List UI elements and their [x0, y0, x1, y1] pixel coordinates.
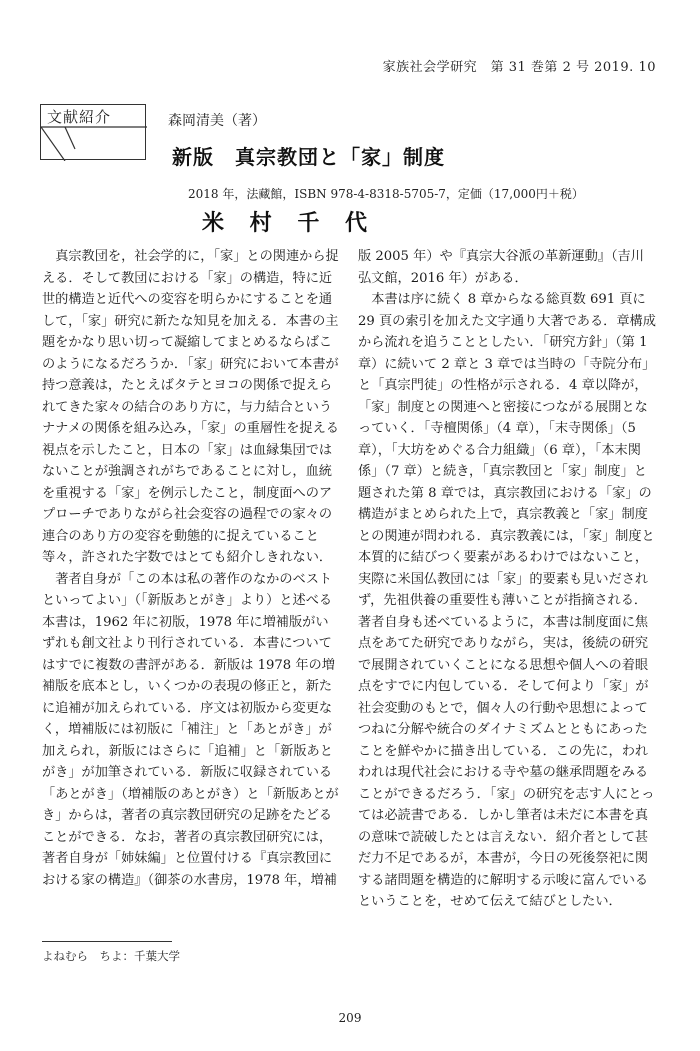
publication-info: 2018 年，法藏館，ISBN 978-4-8318-5705-7，定価（17,000円＋税） [188, 187, 584, 201]
section-tag-label: 文献紹介 [47, 108, 112, 126]
body-paragraph: 著者自身が「この本は私の著作のなかのベストといってよい」（「新版あとがき」より）と述べる本書は，1962 年に初版，1978 年に増補版がいずれも創文社より刊行されている．本書についてはすでに複数の書評がある．新版は 1978 年の増補版を底本とし，いくつかの表現の修正と，新たに追補が加えられている．序文は初版から変更なく，増補版には初版に「補注」と「あとがき」が加えられ，新版にはさらに「追補」と「新版あとがき」が加筆されている．新版に収録されている「あとがき」（増補版のあとがき）と「新版あとがき」からは，著者の真宗教団研究の足跡をたどることができる．なお，著者の真宗教団研究には，著者自身が「姉妹編」と位置付ける『真宗教団における家の構造』（御茶の水書房，1978 年，増補 [42, 571, 339, 888]
footnote-affiliation: よねむら ちよ：千葉大学 [42, 949, 180, 963]
body-column-left [42, 246, 340, 891]
page-number: 209 [338, 1011, 362, 1025]
footnote-rule [42, 941, 172, 942]
body-column-right [358, 246, 656, 913]
reviewer-name: 米 村 千 代 [202, 210, 376, 236]
journal-header: 家族社会学研究 第 31 巻第 2 号 2019. 10 [382, 60, 656, 75]
body-paragraph-continued: 版 2005 年）や『真宗大谷派の革新運動』（吉川弘文館，2016 年）がある． [358, 249, 644, 286]
book-author: 森岡清美（著） [168, 113, 266, 129]
body-paragraph: 真宗教団を，社会学的に，「家」との関連から捉える．そして教団における「家」の構造，特に近世的構造と近代への変容を明らかにすることを通して，「家」研究に新たな知見を加える．本書の主題をかなり思い切って凝縮してまとめるならばこのようになるだろうか．「家」研究において本書が持つ意義は，たとえばタテとヨコの関係で捉えられてきた家々の結合のあり方に，与力結合というナナメの関係を組み込み，「家」の重層性を捉える視点を示したこと，日本の「家」は血縁集団ではないことが強調されがちであることに対し，血統を重視する「家」を例示したこと，制度面へのアプローチでありながら社会変容の過程での家々の連合のあり方の変容を動態的に捉えていること等々，許された字数ではとても紹介しきれない． [42, 249, 339, 565]
body-paragraph: 本書は序に続く 8 章からなる総頁数 691 頁に 29 頁の索引を加えた文字通り大著である．章構成から流れを追うこととしたい．「研究方針」（第 1 章）に続いて 2 章と 3 章では当時の「寺院分布」と「真宗門徒」の性格が示される．4 章以降が，「家」制度との関連へと密接につながる展開となっていく．「寺檀関係」（4 章），「末寺関係」（5 章），「大坊をめぐる合力組織」（6 章），「本末関係」（7 章）と続き，「真宗教団と「家」制度」と題された第 8 章では，真宗教団における「家」の構造がまとめられた上で，真宗教義と「家」制度との関連が問われる．真宗教義には，「家」制度と本質的に結びつく要素があるわけではないこと，実際に米国仏教団には「家」的要素も見いだされず，先祖供養の重要性も薄いことが指摘される．著者自身も述べているように，本書は制度面に焦点をあてた研究でありながら，実は，後続の研究で展開されていくことになる思想や個人への着眼点をすでに内包している．そして何より「家」が社会変動のもとで，個々人の行動や思想によってつねに分解や統合のダイナミズムとともにあったことを鮮やかに描き出している．この先に，われわれは現代社会における寺や墓の継承問題をみることができるだろう．「家」の研究を志す人にとっては必読書である．しかし筆者は未だに本書を真の意味で読破したとは言えない．紹介者として甚だ力不足であるが，本書が，今日の死後祭祀に関する諸問題を構造的に解明する示唆に富んでいるということを，せめて伝えて結びとしたい． [358, 292, 656, 909]
book-title: 新版 真宗教団と「家」制度 [172, 145, 445, 169]
section-tag-box [40, 104, 146, 160]
